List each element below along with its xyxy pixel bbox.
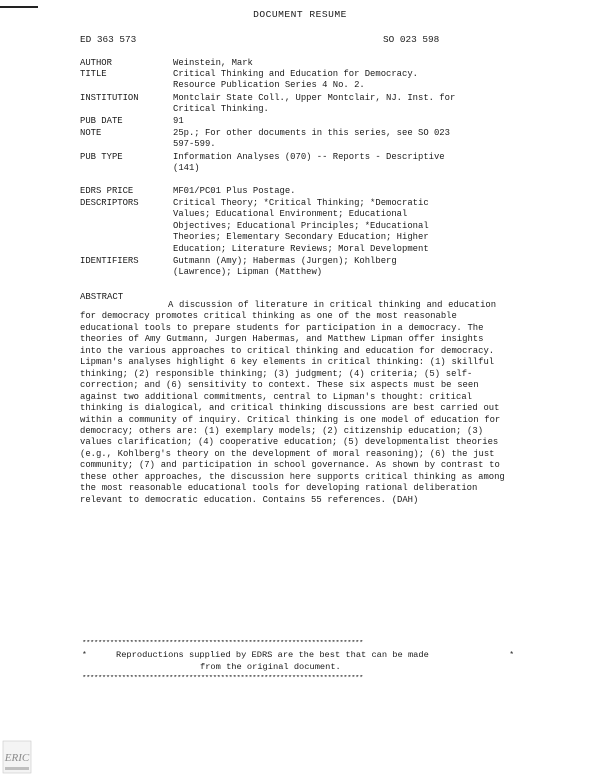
corner-rule	[0, 6, 38, 8]
field-value: Montclair State Coll., Upper Montclair, NJ. Inst. for Critical Thinking.	[173, 93, 456, 115]
notice-star-right: *	[509, 651, 514, 660]
field-value: Gutmann (Amy); Habermas (Jurgen); Kohlberg (Lawrence); Lipman (Matthew)	[173, 256, 397, 278]
field-value: Information Analyses (070) -- Reports - Descriptive (141)	[173, 152, 445, 174]
field-label: AUTHOR	[80, 58, 112, 68]
field-institution	[80, 93, 580, 116]
notice-star-left: *	[82, 651, 87, 660]
field-edrs-price	[80, 186, 580, 197]
ed-number: ED 363 573	[80, 34, 137, 45]
notice-line-2: from the original document.	[200, 661, 341, 672]
field-label: NOTE	[80, 128, 102, 138]
abstract-text: A discussion of literature in critical thinking and education for democracy promotes critical thinking as one of the most reasonable educational tools to prepare students for participation in a democracy. The theories of Amy Gutmann, Jurgen Habermas, and Matthew Lipman offer insights into the various approaches to critical thinking and education for democracy. Lipman's analyses highlight 6 key elements in critical thinking: (1) skillful thinking; (2) responsible thinking; (3) judgment; (4) criteria; (5) self-correction; and (6) sensitivity to context. These six aspects must be seen against two additional commitments, central to Lipman's thought: critical thinking is dialogical, and critical thinking discussions are best carried out within a community of inquiry. Critical thinking is one model of education for democracy; others are: (1) exemplary models; (2) citizenship education; (3) values clarification; (4) cooperative education; (5) developmentalist theories (e.g., Kohlberg's theory on the development of moral reasoning); (6) the just community; (7) and participation in school governance. As shown by contrast to these other approaches, the discussion here supports critical thinking as among the most reasonable educational tools for developing rational deliberation relevant to democratic education. Contains 55 references. (DAH)	[80, 300, 505, 505]
field-note	[80, 128, 580, 151]
field-pub-date	[80, 116, 580, 127]
field-author	[80, 58, 580, 69]
field-label: EDRS PRICE	[80, 186, 134, 196]
field-label: TITLE	[80, 69, 107, 79]
field-value: Weinstein, Mark	[173, 58, 253, 68]
so-number: SO 023 598	[383, 34, 440, 45]
field-label: DESCRIPTORS	[80, 198, 139, 208]
field-value: 91	[173, 116, 184, 126]
field-value: Critical Thinking and Education for Democracy. Resource Publication Series 4 No. 2.	[173, 69, 418, 91]
field-value: MF01/PC01 Plus Postage.	[173, 186, 296, 196]
field-pub-type	[80, 152, 580, 175]
field-identifiers	[80, 256, 580, 279]
field-title	[80, 69, 580, 92]
field-label: PUB TYPE	[80, 152, 123, 162]
field-value: 25p.; For other documents in this series, see SO 023 597-599.	[173, 128, 450, 150]
field-label: IDENTIFIERS	[80, 256, 139, 266]
reproduction-notice	[82, 650, 514, 673]
field-value: Critical Theory; *Critical Thinking; *Democratic Values; Educational Environment; Educational Objectives; Educational Principles; *Educational Theories; Elementary Secondary Education; Higher Education; Literature Reviews; Moral Development	[173, 198, 429, 254]
abstract-label: ABSTRACT	[80, 292, 124, 302]
eric-logo	[2, 740, 32, 774]
star-rule-bottom: ***********************************************************************	[82, 675, 363, 683]
field-label: PUB DATE	[80, 116, 123, 126]
field-descriptors	[80, 198, 580, 255]
notice-line-1: Reproductions supplied by EDRS are the best that can be made	[116, 650, 429, 660]
eric-logo-text: ERIC	[4, 752, 30, 764]
star-rule-top: ***********************************************************************	[82, 640, 363, 648]
field-label: INSTITUTION	[80, 93, 139, 103]
document-title: DOCUMENT RESUME	[253, 9, 347, 20]
